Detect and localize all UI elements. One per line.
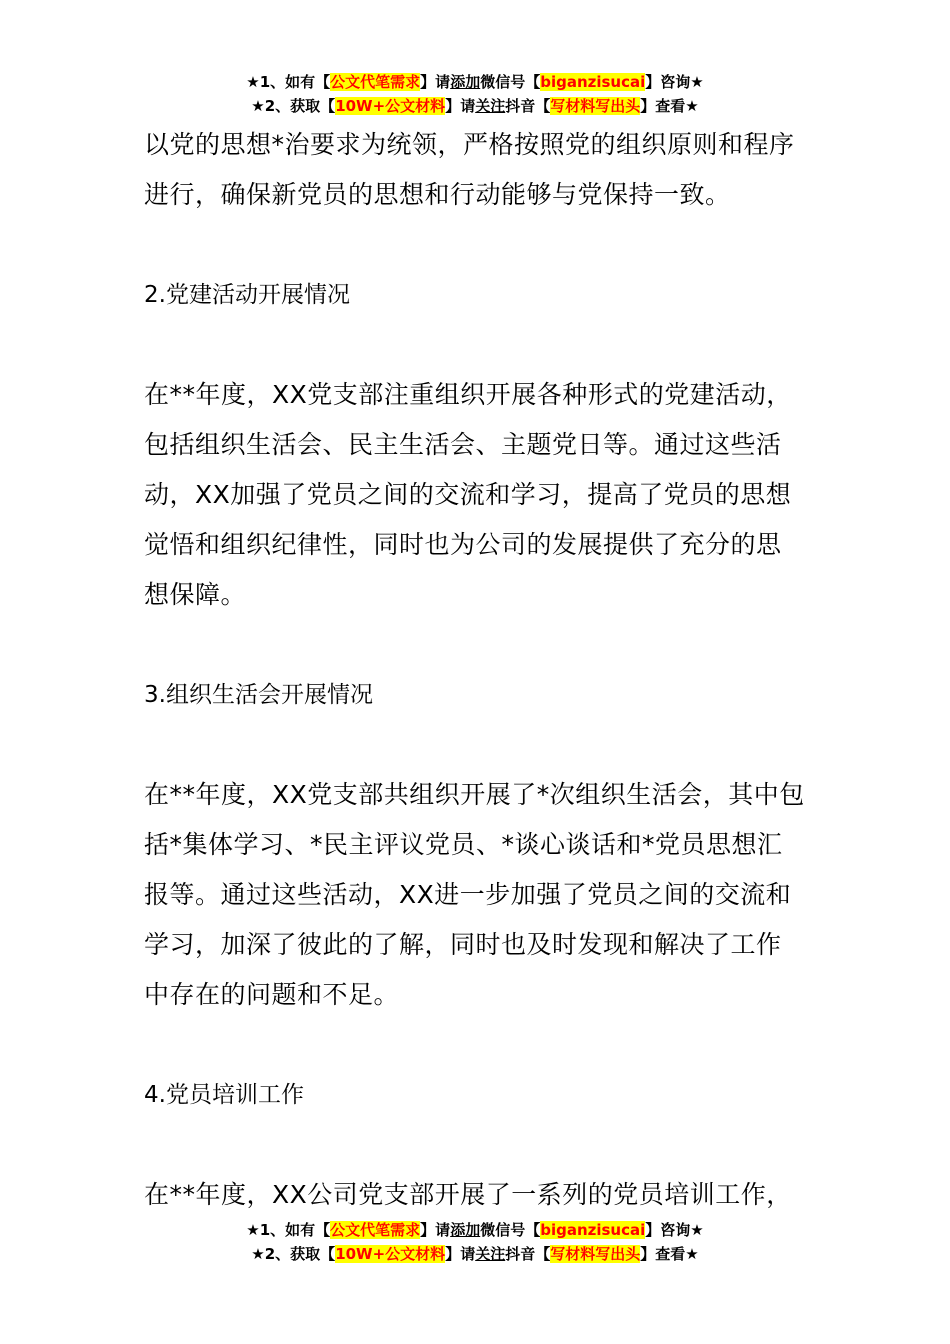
promo-underline: 添加 xyxy=(450,73,481,91)
promo-text: 】查看★ xyxy=(640,1245,699,1263)
section-heading-4: 4.党员培训工作 xyxy=(144,1082,304,1108)
promo-text: 微信号【 xyxy=(480,1221,541,1239)
header-promo-banner xyxy=(0,70,950,118)
promo-text: 】查看★ xyxy=(640,97,699,115)
promo-highlight: 10W+公文材料 xyxy=(335,1245,446,1263)
paragraph-line: 中存在的问题和不足。 xyxy=(144,980,400,1009)
promo-text: 】请 xyxy=(420,1221,451,1239)
paragraph-line: 报等。通过这些活动，XX进一步加强了党员之间的交流和 xyxy=(144,880,792,909)
promo-text: ★2、获取【 xyxy=(251,97,336,115)
promo-line-2 xyxy=(0,1242,950,1266)
document-body xyxy=(144,120,809,1220)
paragraph-line: 觉悟和组织纪律性，同时也为公司的发展提供了充分的思 xyxy=(144,530,782,559)
promo-highlight: 公文代笔需求 xyxy=(330,73,421,91)
promo-line-2 xyxy=(0,94,950,118)
section-heading-2: 2.党建活动开展情况 xyxy=(144,282,350,308)
promo-highlight: 公文代笔需求 xyxy=(330,1221,421,1239)
paragraph-line: 动，XX加强了党员之间的交流和学习，提高了党员的思想 xyxy=(144,480,792,509)
promo-text: 】请 xyxy=(420,73,451,91)
paragraph-line: 想保障。 xyxy=(144,580,247,609)
promo-text: 】请 xyxy=(445,1245,476,1263)
paragraph-line: 在**年度，XX公司党支部开展了一系列的党员培训工作， xyxy=(144,1180,792,1209)
paragraph-line: 以党的思想*治要求为统领，严格按照党的组织原则和程序 xyxy=(144,130,795,159)
promo-text: 】咨询★ xyxy=(645,1221,704,1239)
promo-highlight: biganzisucai xyxy=(540,73,646,91)
promo-text: ★1、如有【 xyxy=(246,1221,331,1239)
promo-highlight: 10W+公文材料 xyxy=(335,97,446,115)
paragraph-line: 包括组织生活会、民主生活会、主题党日等。通过这些活 xyxy=(144,430,782,459)
promo-line-1 xyxy=(0,70,950,94)
promo-text: ★2、获取【 xyxy=(251,1245,336,1263)
promo-text: 】请 xyxy=(445,97,476,115)
promo-highlight: 写材料写出头 xyxy=(550,1245,641,1263)
promo-text: 】咨询★ xyxy=(645,73,704,91)
promo-highlight: biganzisucai xyxy=(540,1221,646,1239)
paragraph-line: 括*集体学习、*民主评议党员、*谈心谈话和*党员思想汇 xyxy=(144,830,783,859)
promo-underline: 添加 xyxy=(450,1221,481,1239)
paragraph-line: 进行，确保新党员的思想和行动能够与党保持一致。 xyxy=(144,180,731,209)
paragraph-line: 在**年度，XX党支部共组织开展了*次组织生活会，其中包 xyxy=(144,780,805,809)
promo-text: 抖音【 xyxy=(505,1245,551,1263)
promo-text: ★1、如有【 xyxy=(246,73,331,91)
promo-underline: 关注 xyxy=(475,97,506,115)
section-heading-3: 3.组织生活会开展情况 xyxy=(144,682,373,708)
promo-underline: 关注 xyxy=(475,1245,506,1263)
promo-highlight: 写材料写出头 xyxy=(550,97,641,115)
promo-text: 抖音【 xyxy=(505,97,551,115)
paragraph-line: 在**年度，XX党支部注重组织开展各种形式的党建活动， xyxy=(144,380,792,409)
promo-line-1 xyxy=(0,1218,950,1242)
promo-text: 微信号【 xyxy=(480,73,541,91)
footer-promo-banner xyxy=(0,1218,950,1266)
paragraph-line: 学习，加深了彼此的了解，同时也及时发现和解决了工作 xyxy=(144,930,782,959)
